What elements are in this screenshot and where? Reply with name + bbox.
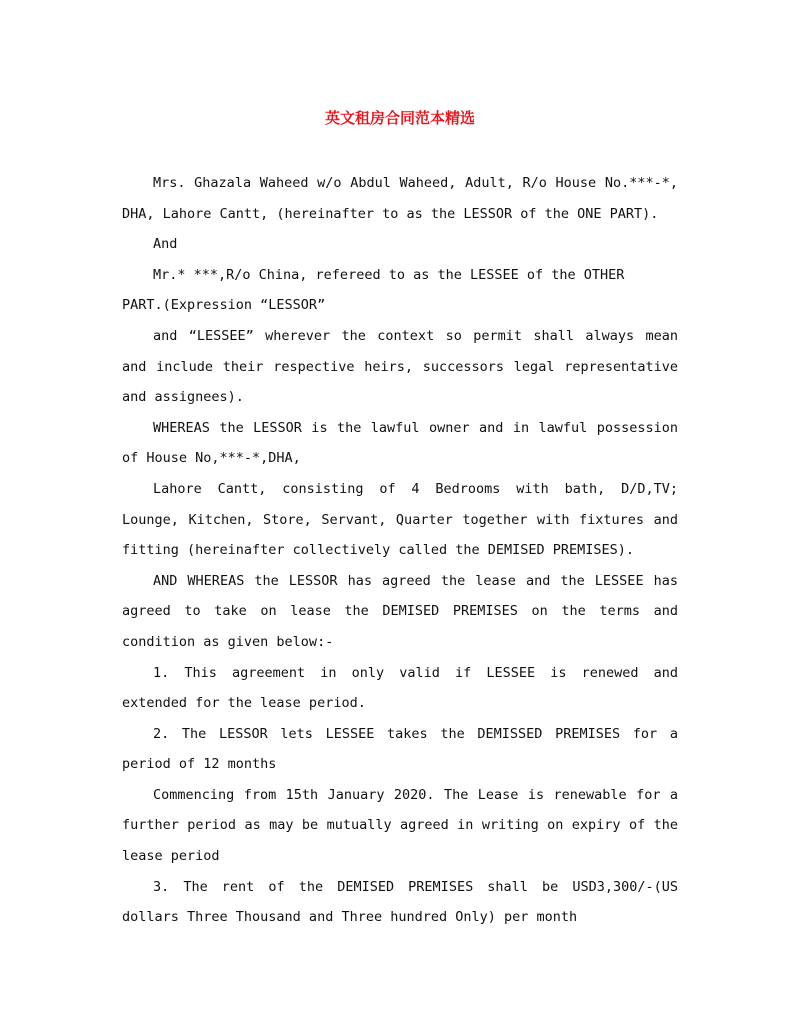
paragraph-premises: Lahore Cantt, consisting of 4 Bedrooms with bath, D/D,TV; Lounge, Kitchen, Store, Servant, Quarter together with fixtures and fitting (hereinafter collectively called the DEMISED PREMISES).: [122, 480, 678, 559]
document-body: [122, 168, 678, 933]
paragraph-lessor: Mrs. Ghazala Waheed w/o Abdul Waheed, Adult, R/o House No.***-*, DHA, Lahore Cantt, (hereinafter to as the LESSOR of the ONE PART).: [122, 175, 678, 222]
paragraph-context: and “LESSEE” wherever the context so permit shall always mean and include their respective heirs, successors legal representative and assignees).: [122, 327, 678, 406]
paragraph-whereas-owner: WHEREAS the LESSOR is the lawful owner and in lawful possession of House No,***-*,DHA,: [122, 419, 678, 467]
clause-2: 2. The LESSOR lets LESSEE takes the DEMISSED PREMISES for a period of 12 months: [122, 725, 678, 773]
paragraph-expression: PART.(Expression “LESSOR”: [122, 297, 326, 314]
paragraph-and: And: [153, 236, 178, 253]
clause-1: 1. This agreement in only valid if LESSEE is renewed and extended for the lease period.: [122, 664, 678, 712]
paragraph-commencing: Commencing from 15th January 2020. The Lease is renewable for a further period as may be mutually agreed in writing on expiry of the lease period: [122, 786, 678, 865]
document-title: 英文租房合同范本精选: [324, 109, 475, 127]
paragraph-lessee: Mr.* ***,R/o China, refereed to as the LESSEE of the OTHER: [153, 266, 625, 283]
clause-3: 3. The rent of the DEMISED PREMISES shall be USD3,300/-(US dollars Three Thousand and Three hundred Only) per month: [122, 878, 678, 926]
paragraph-whereas-agreed: AND WHEREAS the LESSOR has agreed the lease and the LESSEE has agreed to take on lease the DEMISED PREMISES on the terms and condition as given below:-: [122, 572, 678, 650]
